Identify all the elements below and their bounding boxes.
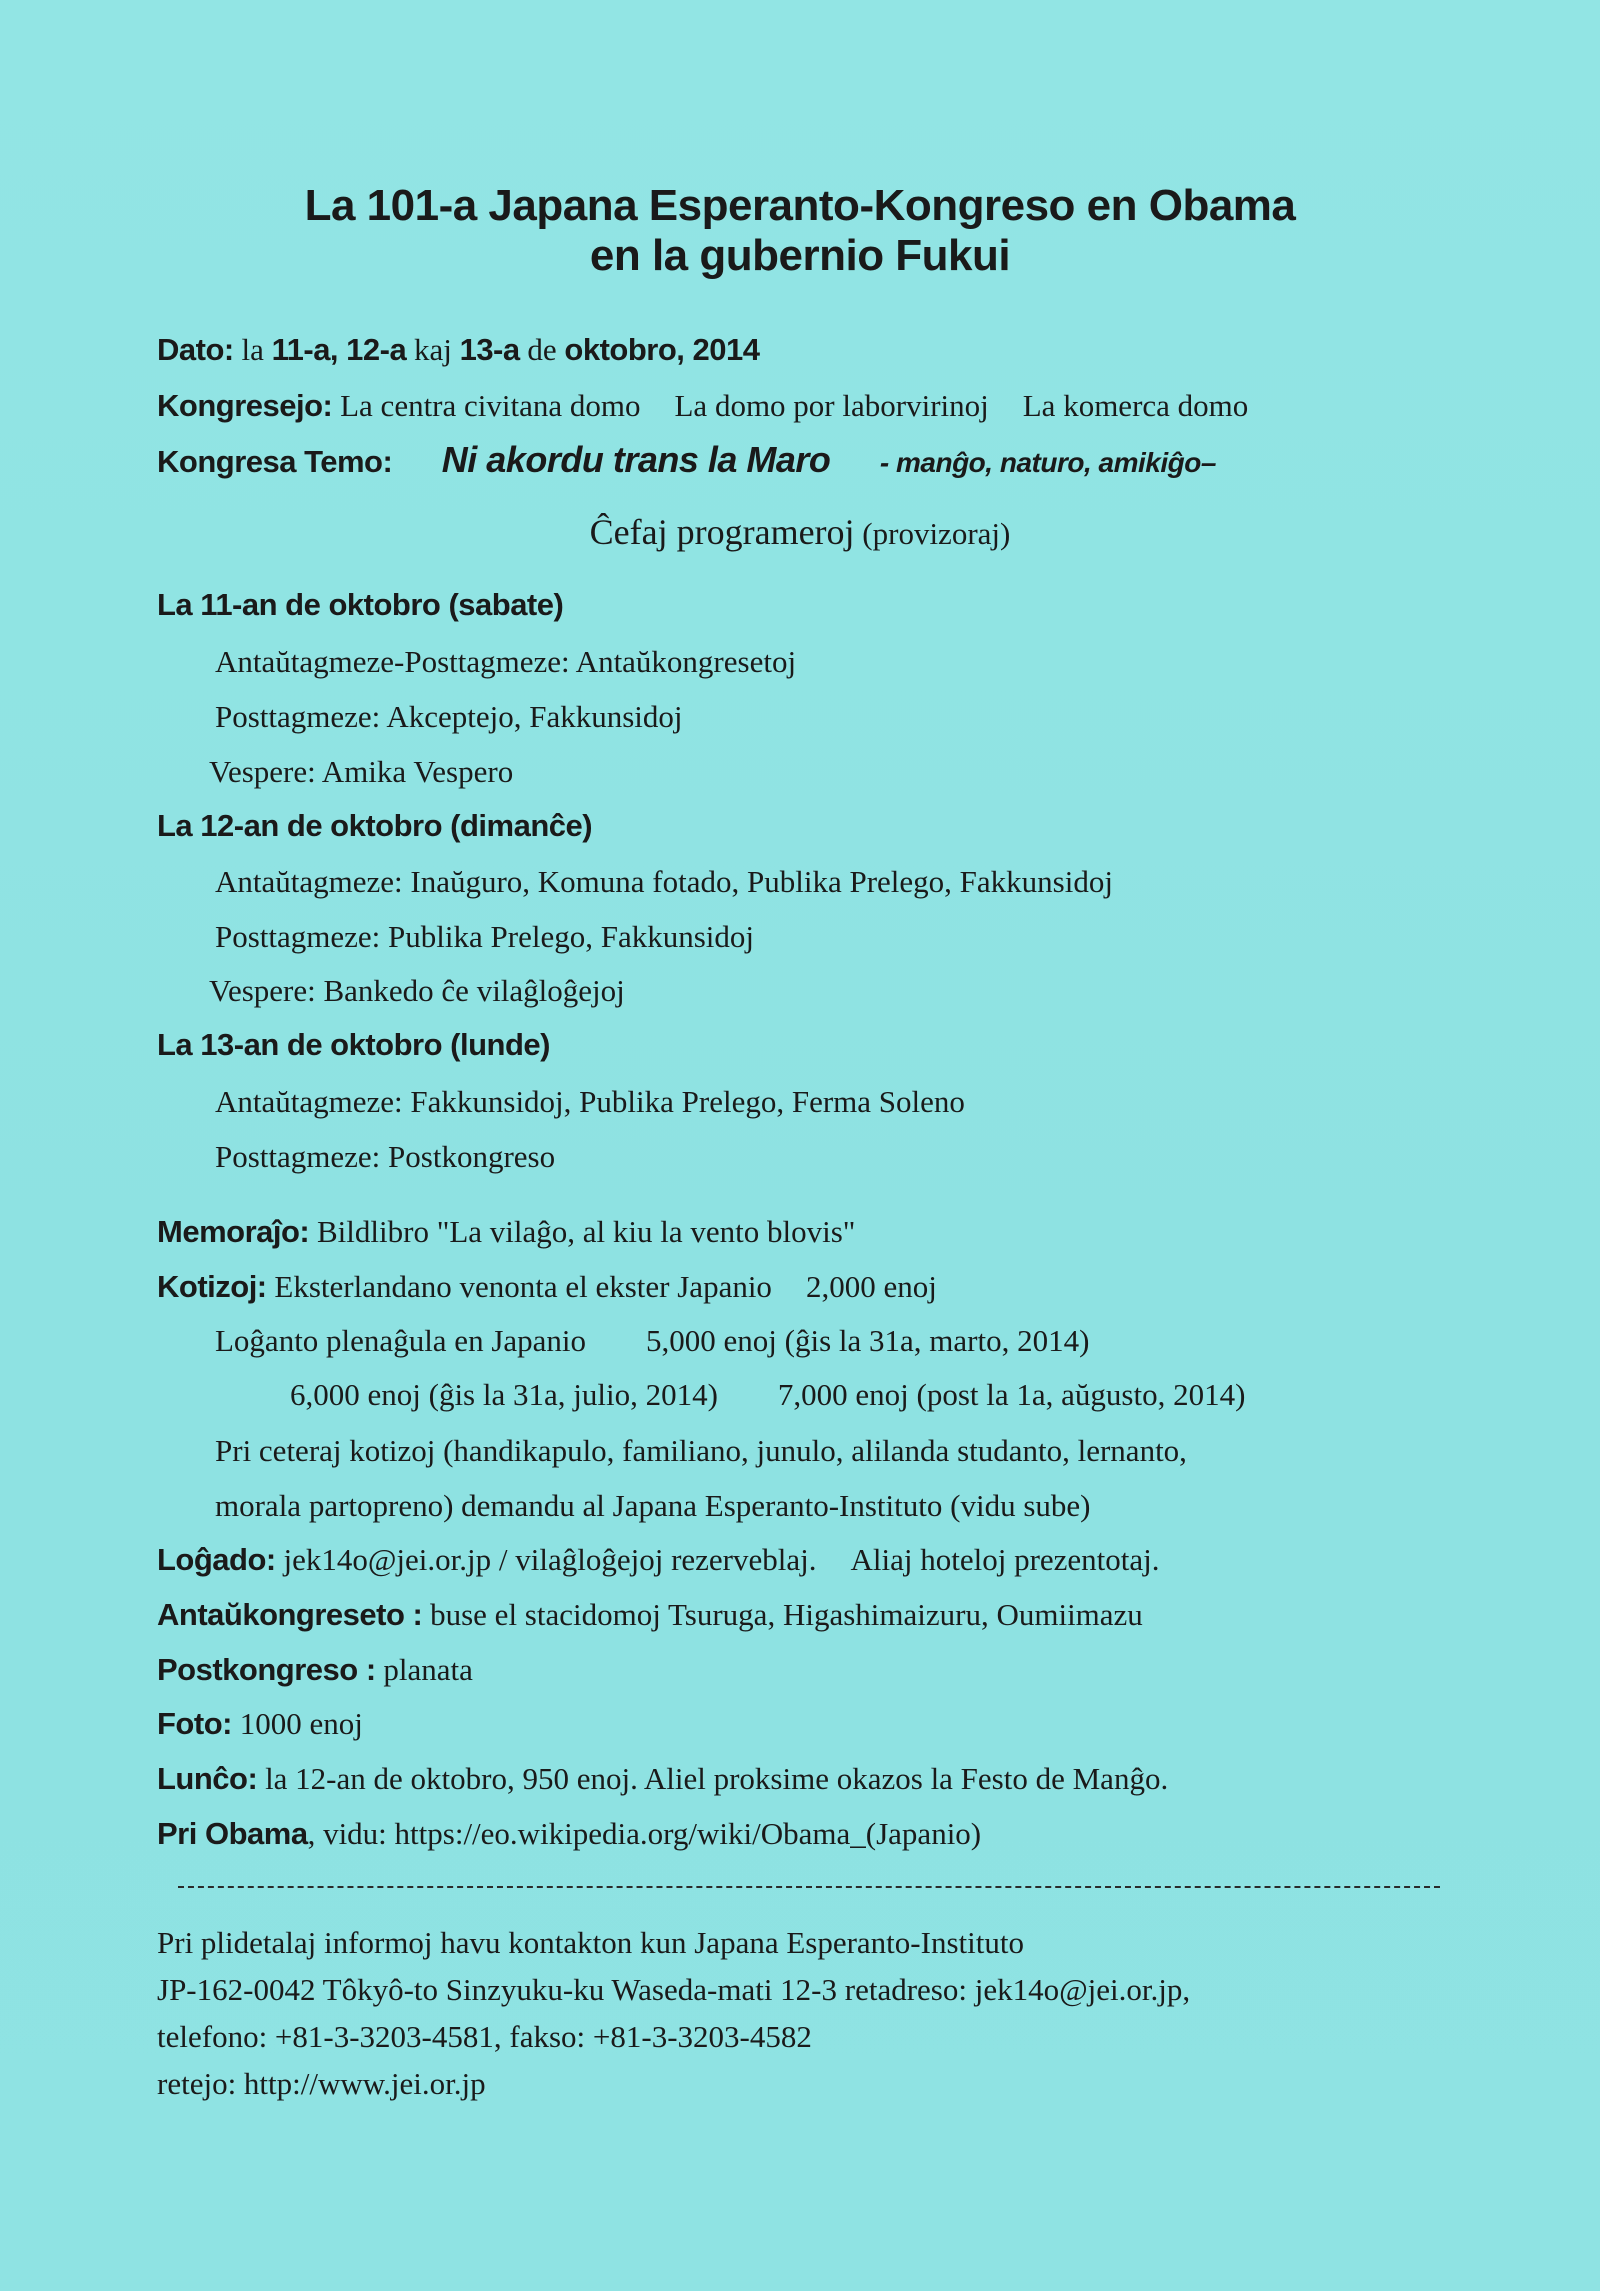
day-3-item-1: Antaŭtagmeze: Fakkunsidoj, Publika Prelego, Ferma Soleno <box>215 1084 965 1119</box>
postkongreso-row <box>157 1650 473 1690</box>
postkongreso-text: planata <box>375 1652 473 1687</box>
foto-label: Foto: <box>157 1706 232 1741</box>
kotizoj-row-1 <box>157 1267 937 1307</box>
antaukongreseto-text: buse el stacidomoj Tsuruga, Higashimaizuru, Oumiimazu <box>422 1597 1143 1632</box>
obama-text: , vidu: https://eo.wikipedia.org/wiki/Obama_(Japanio) <box>307 1816 982 1851</box>
logado-text: jek14o@jei.or.jp / vilaĝloĝejoj rezerveblaj. <box>275 1542 817 1577</box>
contact-line-4: retejo: http://www.jei.or.jp <box>157 2066 486 2101</box>
dato-label: Dato: <box>157 332 234 367</box>
kotizoj-row-4: Pri ceteraj kotizoj (handikapulo, familiano, junulo, alilanda studanto, lernanto, <box>215 1433 1187 1468</box>
kotizoj-row-5: morala partopreno) demandu al Japana Esperanto-Instituto (vidu sube) <box>215 1488 1091 1523</box>
day-2-item-1: Antaŭtagmeze: Inaŭguro, Komuna fotado, Publika Prelego, Fakkunsidoj <box>215 864 1113 899</box>
dato-days-2: 13-a <box>459 332 520 367</box>
kongresejo-row <box>157 386 1248 426</box>
day-2-item-3: Vespere: Bankedo ĉe vilaĝloĝejoj <box>209 973 625 1008</box>
lunco-label: Lunĉo: <box>157 1761 258 1796</box>
obama-row <box>157 1814 981 1854</box>
temo-label: Kongresa Temo: <box>157 444 393 479</box>
kotizoj-line-2-price: 5,000 enoj (ĝis la 31a, marto, 2014) <box>646 1323 1090 1358</box>
kongresejo-place-1: La centra civitana domo <box>340 388 641 423</box>
antaukongreseto-label: Antaŭkongreseto : <box>157 1597 423 1632</box>
day-3-item-2: Posttagmeze: Postkongreso <box>215 1139 556 1174</box>
contact-line-2: JP-162-0042 Tôkyô-to Sinzyuku-ku Waseda-mati 12-3 retadreso: jek14o@jei.or.jp, <box>157 1972 1191 2007</box>
title-line-1: La 101-a Japana Esperanto-Kongreso en Obama <box>304 181 1296 230</box>
dashed-divider <box>178 1886 1440 1888</box>
kongresejo-label: Kongresejo: <box>157 388 333 423</box>
obama-label: Pri Obama <box>157 1816 308 1851</box>
dato-text-1: la <box>233 332 272 367</box>
postkongreso-label: Postkongreso : <box>157 1652 376 1687</box>
kotizoj-line-3b: 7,000 enoj (post la 1a, aŭgusto, 2014) <box>777 1377 1246 1412</box>
day-3-title: La 13-an de oktobro (lunde) <box>157 1027 550 1062</box>
foto-text: 1000 enoj <box>231 1706 363 1741</box>
kongresejo-place-2: La domo por laborvirinoj <box>674 388 989 423</box>
logado-label: Loĝado: <box>157 1542 276 1577</box>
kotizoj-line-3a: 6,000 enoj (ĝis la 31a, julio, 2014) <box>290 1377 718 1412</box>
memorajo-label: Memoraĵo: <box>157 1214 310 1249</box>
foto-row <box>157 1704 363 1744</box>
day-1-title: La 11-an de oktobro (sabate) <box>157 587 564 622</box>
memorajo-row <box>157 1212 855 1252</box>
kotizoj-line-2: Loĝanto plenaĝula en Japanio <box>215 1323 587 1358</box>
kotizoj-line-1-price: 2,000 enoj <box>805 1269 937 1304</box>
logado-text-2: Aliaj hoteloj prezentotaj. <box>850 1542 1160 1577</box>
contact-line-3: telefono: +81-3-3203-4581, fakso: +81-3-3203-4582 <box>157 2019 812 2054</box>
dato-text-3: de <box>519 332 565 367</box>
day-2-title: La 12-an de oktobro (dimanĉe) <box>157 808 593 843</box>
program-heading-text: Ĉefaj programeroj <box>589 512 855 552</box>
dato-row <box>157 330 759 370</box>
temo-row <box>157 440 1216 483</box>
contact-line-1: Pri plidetalaj informoj havu kontakton kun Japana Esperanto-Instituto <box>157 1925 1024 1960</box>
day-1-item-3: Vespere: Amika Vespero <box>209 754 514 789</box>
temo-sub: - manĝo, naturo, amikiĝo– <box>879 447 1216 478</box>
dato-month: oktobro, 2014 <box>564 332 760 367</box>
kongresejo-place-3: La komerca domo <box>1022 388 1249 423</box>
temo-main: Ni akordu trans la Maro <box>441 439 831 480</box>
kotizoj-row-3 <box>290 1375 1245 1415</box>
antaukongreseto-row <box>157 1595 1143 1635</box>
day-2-item-2: Posttagmeze: Publika Prelego, Fakkunsidoj <box>215 919 755 954</box>
day-1-item-2: Posttagmeze: Akceptejo, Fakkunsidoj <box>215 699 683 734</box>
day-1-item-1: Antaŭtagmeze-Posttagmeze: Antaŭkongresetoj <box>215 644 797 679</box>
program-heading-note: (provizoraj) <box>862 516 1011 551</box>
kotizoj-label: Kotizoj: <box>157 1269 267 1304</box>
dato-text-2: kaj <box>406 332 460 367</box>
program-heading <box>0 512 1600 554</box>
logado-row <box>157 1540 1160 1580</box>
title-line-2: en la gubernio Fukui <box>589 231 1011 280</box>
kotizoj-row-2 <box>215 1321 1089 1361</box>
lunco-text: la 12-an de oktobro, 950 enoj. Aliel proksime okazos la Festo de Manĝo. <box>257 1761 1169 1796</box>
lunco-row <box>157 1759 1168 1799</box>
memorajo-text: Bildlibro "La vilaĝo, al kiu la vento blovis" <box>309 1214 856 1249</box>
kotizoj-line-1: Eksterlandano venonta el ekster Japanio <box>266 1269 772 1304</box>
dato-days-1: 11-a, 12-a <box>271 332 407 367</box>
